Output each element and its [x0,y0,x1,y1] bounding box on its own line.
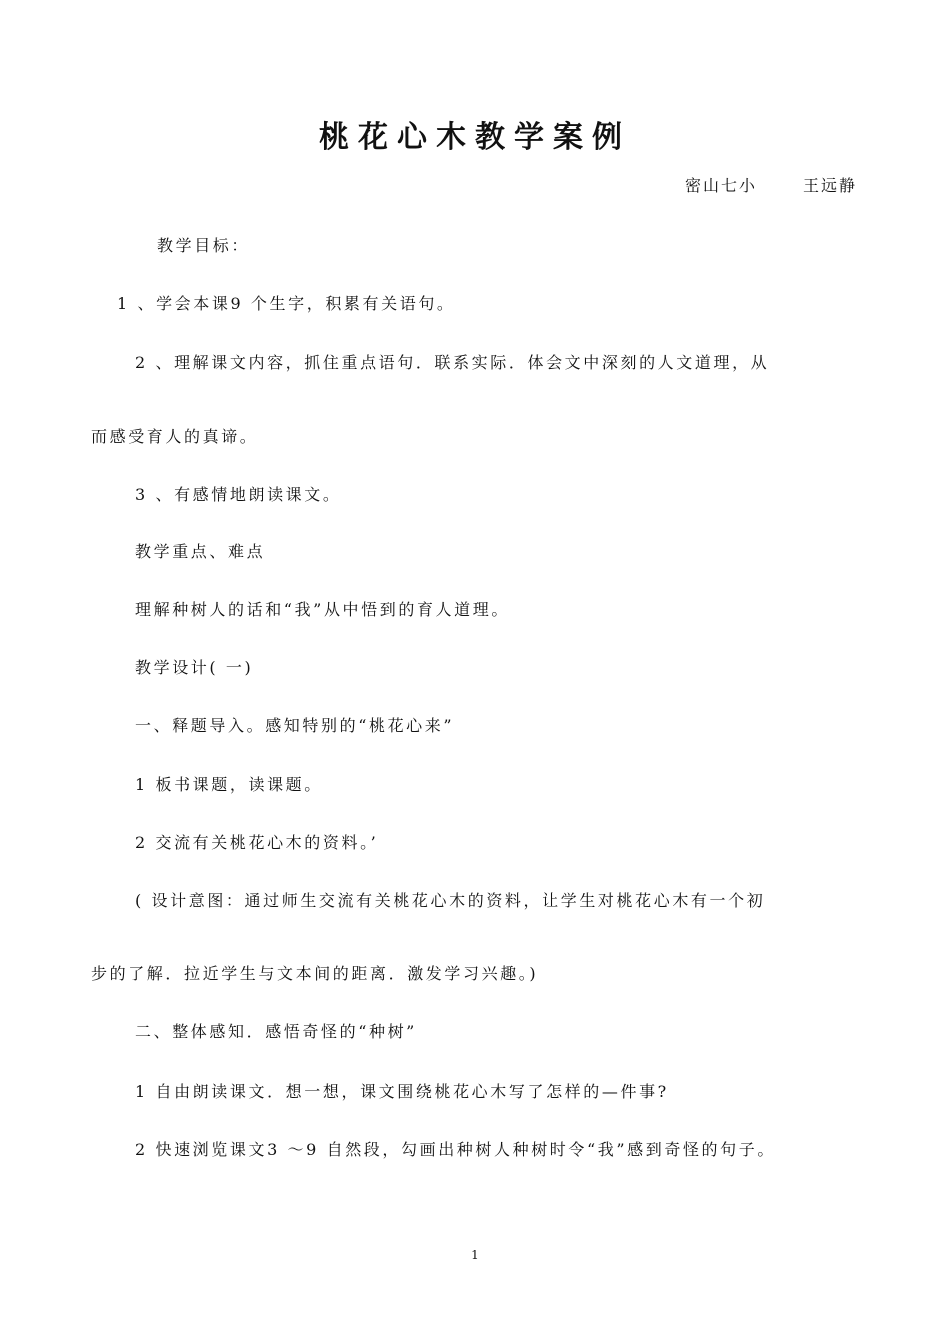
design-step-2-item-2: 2 快速浏览课文3 ～9 自然段，勾画出种树人种树时令“我”感到奇怪的句子。 [135,1140,776,1159]
section-heading-key-points: 教学重点、难点 [135,542,266,561]
design-step-1-heading: 一、释题导入。感知特别的“桃花心来” [135,716,455,735]
objective-item-1: 1 、学会本课9 个生字，积累有关语句。 [117,294,456,313]
objective-item-2-continued: 而感受育人的真谛。 [91,427,259,446]
design-step-1-item-2: 2 交流有关桃花心木的资料。’ [135,833,379,852]
design-step-1-item-1: 1 板书课题，读课题。 [135,775,323,794]
design-intent-note: ( 设计意图：通过师生交流有关桃花心木的资料，让学生对桃花心木有一个初 [135,891,766,910]
author-line [685,174,857,198]
design-step-2-heading: 二、整体感知．感悟奇怪的“种树” [135,1022,417,1041]
author-school: 密山七小 [684,176,757,195]
section-heading-design: 教学设计( 一) [135,658,254,677]
document-title: 桃花心木教学案例 [319,120,631,155]
design-step-2-item-1: 1 自由朗读课文．想一想，课文围绕桃花心木写了怎样的—件事? [135,1082,669,1101]
section-heading-objectives: 教学目标： [157,236,251,255]
objective-item-2: 2 、理解课文内容，抓住重点语句．联系实际．体会文中深刻的人文道理，从 [135,353,770,372]
page-number: 1 [471,1248,479,1262]
objective-item-3: 3 、有感情地朗读课文。 [135,485,342,504]
design-intent-note-continued: 步的了解．拉近学生与文本间的距离．激发学习兴趣。) [91,964,539,983]
key-points-text: 理解种树人的话和“我”从中悟到的育人道理。 [135,600,510,619]
author-name: 王远静 [802,176,857,195]
